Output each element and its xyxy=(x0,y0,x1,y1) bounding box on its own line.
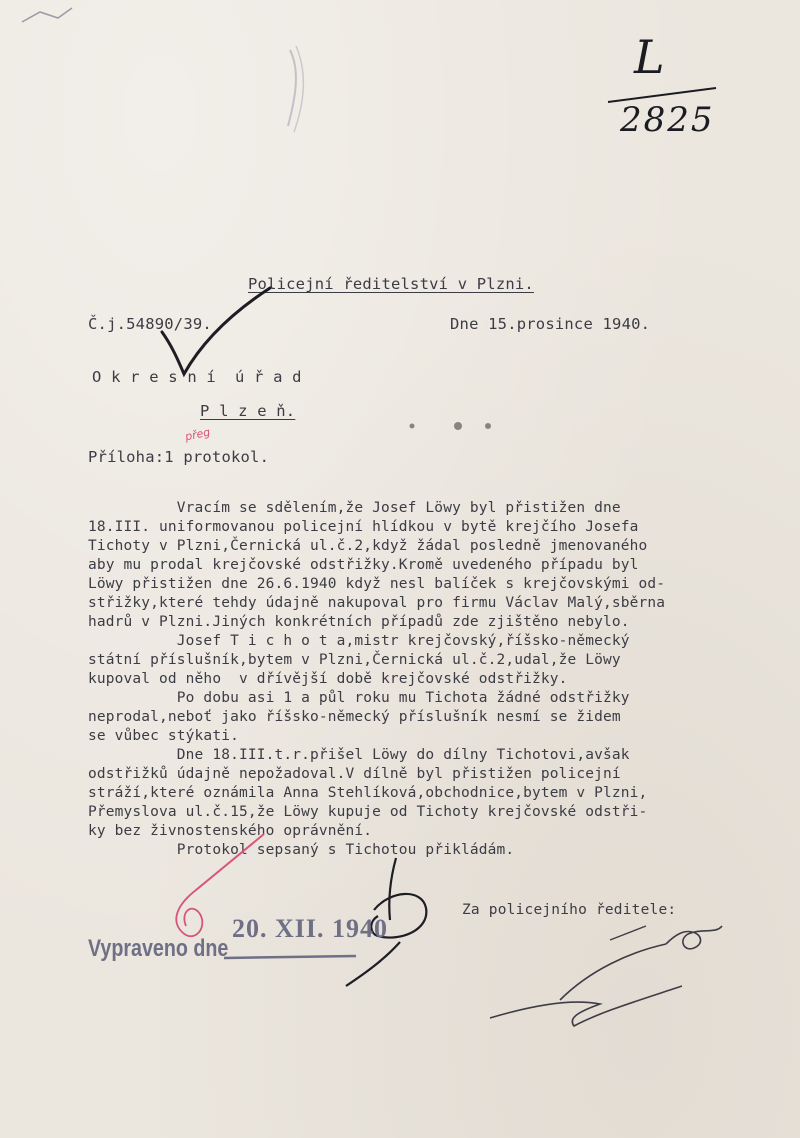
dispatch-stamp-label: Vypraveno dne xyxy=(88,935,229,962)
ink-smudges xyxy=(400,414,510,438)
file-mark-number: 2825 xyxy=(620,100,715,140)
body-line: střižky,které tehdy údajně nakupoval pro firmu Václav Malý,sběrna xyxy=(88,595,666,611)
recipient-city: P l z e ň. xyxy=(200,402,296,420)
body-line: kupoval od něho v dřívější době krejčovské odstřižky. xyxy=(88,671,568,687)
body-line: Protokol sepsaný s Tichotou přikládám. xyxy=(88,842,515,858)
body-line: se vůbec stýkati. xyxy=(88,728,239,744)
body-line: Dne 18.III.t.r.přišel Löwy do dílny Tichotovi,avšak xyxy=(88,747,630,763)
body-line: státní příslušník,bytem v Plzni,Černická ul.č.2,udal,že Löwy xyxy=(88,652,621,668)
office-header: Policejní ředitelství v Plzni. xyxy=(248,275,534,293)
signature-label: Za policejního ředitele: xyxy=(462,902,677,918)
body-line: Vracím se sdělením,že Josef Löwy byl přistižen dne xyxy=(88,500,621,516)
recipient-office: O k r e s n í ú ř a d xyxy=(92,368,302,386)
body-line: hadrů v Plzni.Jiných konkrétních případů zde zjištěno nebylo. xyxy=(88,614,630,630)
handwritten-signature xyxy=(470,900,740,1040)
dispatch-stamp-date: 20. XII. 1940 xyxy=(232,914,389,943)
attachment-line: Příloha:1 protokol. xyxy=(88,448,270,466)
body-line: aby mu prodal krejčovské odstřižky.Kromě uvedeného případu byl xyxy=(88,557,639,573)
document-date: Dne 15.prosince 1940. xyxy=(450,315,651,333)
body-line: Přemyslova ul.č.15,že Löwy kupuje od Tichoty krejčovské odstři- xyxy=(88,804,648,820)
dispatch-stamp-underline xyxy=(220,952,360,964)
body-line: neprodal,neboť jako říšsko-německý příslušník nesmí se židem xyxy=(88,709,621,725)
body-line: ky bez živnostenského oprávnění. xyxy=(88,823,373,839)
body-line: Josef T i c h o t a,mistr krejčovský,říšsko-německý xyxy=(88,633,630,649)
body-line: 18.III. uniformovanou policejní hlídkou v bytě krejčího Josefa xyxy=(88,519,639,535)
margin-note: přeg xyxy=(183,425,212,444)
body-line: odstřižků údajně nepožadoval.V dílně byl přistižen policejní xyxy=(88,766,621,782)
body-line: Tichoty v Plzni,Černická ul.č.2,když žádal posledně jmenovaného xyxy=(88,538,648,554)
body-line: stráží,které oznámila Anna Stehlíková,obchodnice,bytem v Plzni, xyxy=(88,785,648,801)
body-line: Löwy přistižen dne 26.6.1940 když nesl balíček s krejčovskými od- xyxy=(88,576,666,592)
reference-number: Č.j.54890/39. xyxy=(88,315,212,333)
body-line: Po dobu asi 1 a půl roku mu Tichota žádné odstřižky xyxy=(88,690,630,706)
file-mark-letter: L xyxy=(634,30,665,84)
